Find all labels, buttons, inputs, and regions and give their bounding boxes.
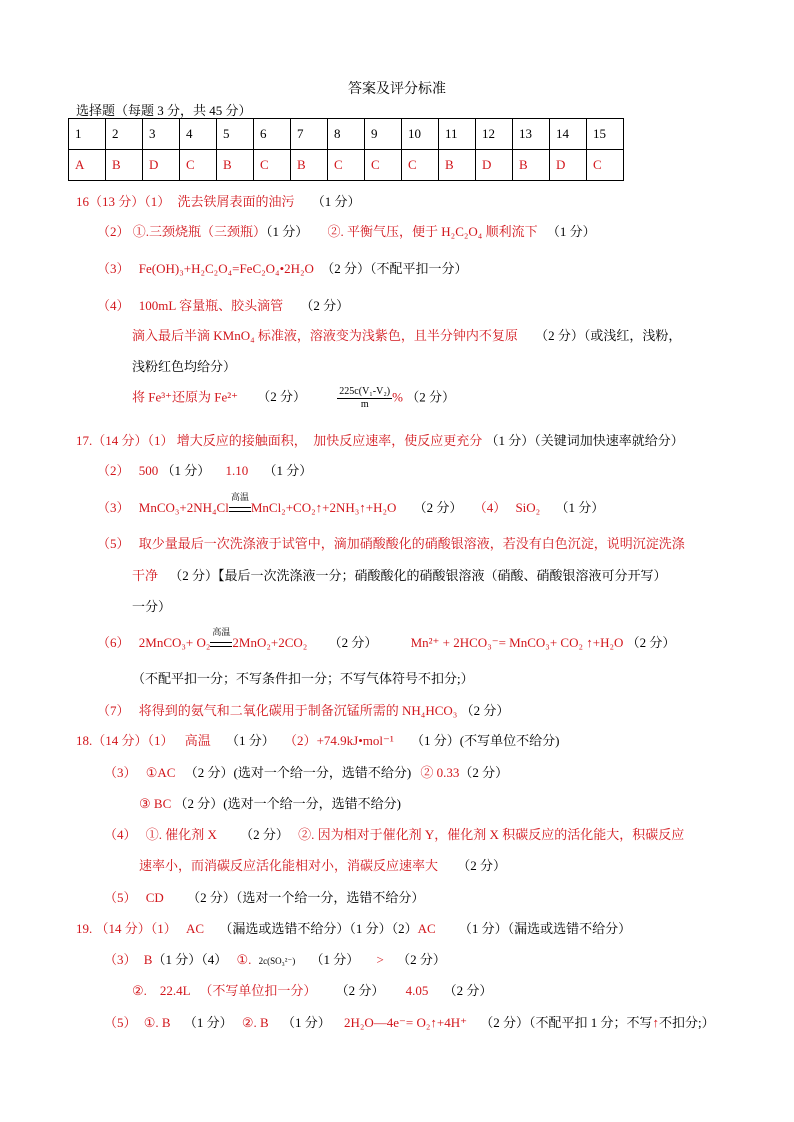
table-cell-answer: D xyxy=(143,150,180,181)
q16-line-1: 16（13 分）（1） 洗去铁屑表面的油污 （1 分） xyxy=(76,194,361,209)
table-cell-answer: C xyxy=(365,150,402,181)
section-header: 选择题（每题 3 分，共 45 分） xyxy=(76,103,252,118)
page-title: 答案及评分标准 xyxy=(348,82,446,97)
q17-line-3: （3） MnCO₃+2NH₄Cl 高温 MnCl₂+CO₂↑+2NH₃↑+H₂O （2 分） （4） SiO₂ （1 分） xyxy=(97,492,605,515)
q17-line-2: （2） 500 （1 分） 1.10 （1 分） xyxy=(97,463,313,478)
q18-line-3: ③ BC （2 分）(选对一个给一分，选错不给分) xyxy=(139,796,401,811)
q17-line-6: （6） 2MnCO₃+ O₂ 高温 2MnO₂+2CO₂ （2 分） Mn²⁺ + 2HCO₃⁻= MnCO₃+ CO₂ ↑+H₂O （2 分） xyxy=(97,627,676,650)
formula-fraction: $\frac{\text{225c(V₁-V₂)}}{m}$ xyxy=(339,386,391,410)
q17-line-5: （5） 取少量最后一次洗涤液于试管中，滴加硝酸酸化的硝酸银溶液，若没有白色沉淀，说明沉淀洗涤 xyxy=(97,536,685,551)
table-cell-answer: B xyxy=(439,150,476,181)
table-cell-answer: A xyxy=(69,150,106,181)
table-cell-answer: C xyxy=(180,150,217,181)
q16-line-3: （3） Fe(OH)₃+H₂C₂O₄=FeC₂O₄•2H₂O （2 分）（不配平扣一分） xyxy=(97,261,468,276)
q19-line-2: （3） B（1 分）（4） ①. 2c(SO₃²⁻) （1 分） > （2 分） xyxy=(104,952,446,967)
table-cell-answer: C xyxy=(328,150,365,181)
table-cell-number: 9 xyxy=(365,119,402,150)
table-cell-number: 11 xyxy=(439,119,476,150)
table-cell-answer: C xyxy=(254,150,291,181)
q17-line-5c: 一分） xyxy=(132,599,172,614)
q16-line-6: 浅粉红色均给分） xyxy=(132,359,237,374)
q19-line-3: ②. 22.4L （不写单位扣一分） （2 分） 4.05 （2 分） xyxy=(132,983,493,998)
table-row-numbers xyxy=(69,119,624,150)
reaction-condition: 高温 xyxy=(210,635,232,651)
table-cell-number: 13 xyxy=(513,119,550,150)
q17-line-5b: 干净 （2 分）【最后一次洗涤液一分；硝酸酸化的硝酸银溶液（硝酸、硝酸银溶液可分开写） xyxy=(132,568,667,583)
q18-line-1: 18.（14 分）（1） 高温 （1 分） （2）+74.9kJ•mol⁻¹ （1 分）(不写单位不给分) xyxy=(76,733,560,748)
table-cell-number: 2 xyxy=(106,119,143,150)
table-cell-number: 6 xyxy=(254,119,291,150)
q17-line-6c: （不配平扣一分；不写条件扣一分；不写气体符号不扣分;） xyxy=(132,671,474,686)
table-row-answers xyxy=(69,150,624,181)
reaction-condition: 高温 xyxy=(229,500,251,516)
q19-line-4: （5） ①. B （1 分） ②. B （1 分） 2H₂O—4e⁻= O₂↑+4H⁺ （2 分）（不配平扣 1 分；不写↑不扣分;） xyxy=(104,1015,715,1030)
table-cell-answer: B xyxy=(291,150,328,181)
table-cell-number: 14 xyxy=(550,119,587,150)
table-cell-answer: D xyxy=(550,150,587,181)
q18-line-4b: 速率小，而消碳反应活化能相对小，消碳反应速率大 （2 分） xyxy=(139,858,507,873)
q16-line-5: 滴入最后半滴 KMnO₄ 标准液，溶液变为浅紫色，且半分钟内不复原 （2 分）（或浅红，浅粉， xyxy=(132,328,682,343)
table-cell-number: 12 xyxy=(476,119,513,150)
table-cell-number: 10 xyxy=(402,119,439,150)
q18-line-2: （3） ①AC （2 分）(选对一个给一分，选错不给分) ② 0.33（2 分） xyxy=(104,765,509,780)
table-cell-number: 4 xyxy=(180,119,217,150)
table-cell-number: 7 xyxy=(291,119,328,150)
q17-line-7: （7） 将得到的氨气和二氧化碳用于制备沉锰所需的 NH₄HCO₃ （2 分） xyxy=(97,703,510,718)
table-cell-number: 1 xyxy=(69,119,106,150)
table-cell-number: 3 xyxy=(143,119,180,150)
q16-line-2: （2） ①.三颈烧瓶（三颈瓶）（1 分） ②. 平衡气压，便于 H₂C₂O₄ 顺利流下 （1 分） xyxy=(97,224,596,239)
table-cell-answer: B xyxy=(106,150,143,181)
table-cell-answer: C xyxy=(402,150,439,181)
q18-line-4: （4） ①. 催化剂 X （2 分） ②. 因为相对于催化剂 Y，催化剂 X 积碳反应的活化能大，积碳反应 xyxy=(104,827,685,842)
table-cell-answer: B xyxy=(513,150,550,181)
q19-line-1: 19. （14 分）（1） AC （漏选或选错不给分）（1 分）（2）AC （1 分）（漏选或选错不给分） xyxy=(76,921,632,936)
q18-line-5: （5） CD （2 分）（选对一个给一分，选错不给分） xyxy=(104,890,425,905)
q16-line-4: （4） 100mL 容量瓶、胶头滴管 （2 分） xyxy=(97,298,350,313)
table-cell-answer: B xyxy=(217,150,254,181)
table-cell-number: 15 xyxy=(587,119,624,150)
table-cell-answer: C xyxy=(587,150,624,181)
table-cell-number: 5 xyxy=(217,119,254,150)
q16-line-7: 将 Fe³⁺还原为 Fe²⁺ （2 分） $\frac{\text{225c(V₁-V₂)}}{m}$ % （2 分） xyxy=(132,386,456,410)
q17-line-1: 17.（14 分）（1） 增大反应的接触面积， 加快反应速率，使反应更充分 （1 分）（关键词加快速率就给分） xyxy=(76,433,684,448)
answer-table xyxy=(68,118,624,181)
table-cell-answer: D xyxy=(476,150,513,181)
table-cell-number: 8 xyxy=(328,119,365,150)
